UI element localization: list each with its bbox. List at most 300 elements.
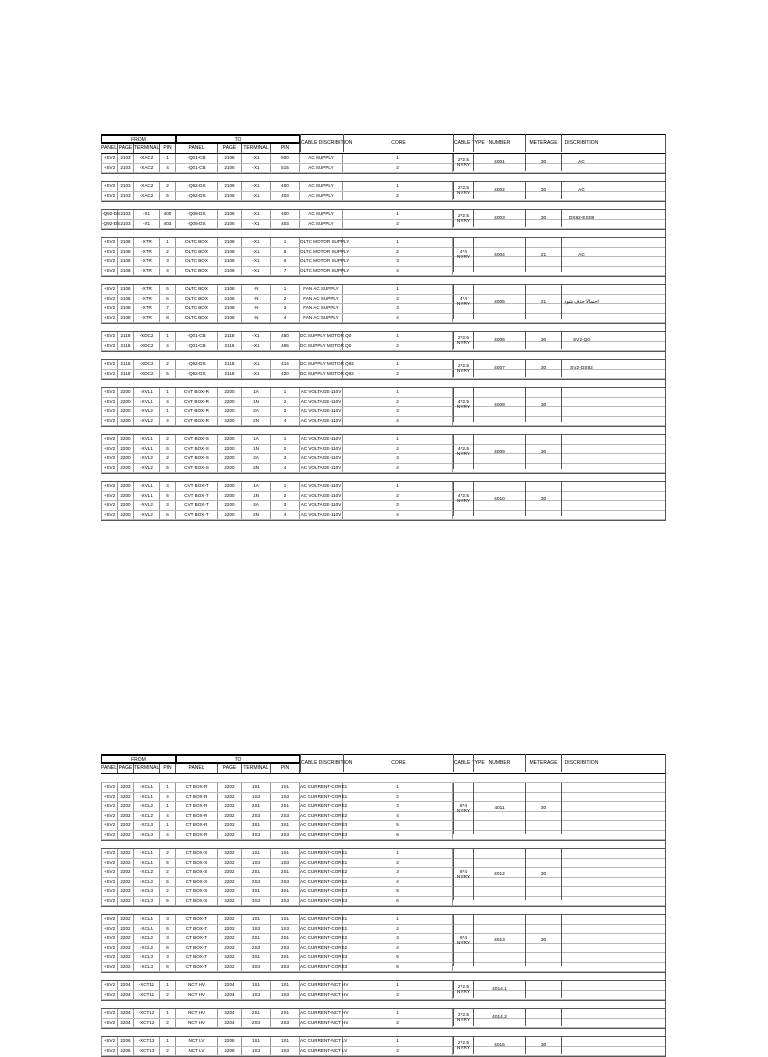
- cell-from-pin: 5: [160, 370, 176, 379]
- cell-from-pin: 1: [160, 802, 176, 811]
- cell-to-page: 2204: [218, 981, 242, 990]
- cell-core: 2: [343, 1019, 453, 1028]
- cell-cable-description: AC CURRENT-CORE1: [300, 783, 343, 792]
- cell-from-terminal: -XCT12: [134, 1019, 160, 1028]
- cell-core: 4: [343, 511, 453, 520]
- cell-from-terminal: -XCL3: [134, 897, 160, 906]
- cell-cable-description: OLTC MOTOR SUPPLY: [300, 238, 343, 247]
- cell-to-terminal: -X1: [242, 164, 271, 173]
- cell-from-page: 2103: [118, 154, 134, 163]
- cell-core: 2: [343, 859, 453, 868]
- cell-to-pin: 3: [271, 304, 300, 313]
- cell-from-panel: +SV2: [101, 793, 118, 802]
- header-col-terminal: TERMINAL: [134, 145, 160, 151]
- cell-to-terminal: 1S1: [242, 783, 271, 792]
- cell-from-panel: +SV2: [101, 304, 118, 313]
- cell-to-page: 2200: [218, 454, 242, 463]
- cell-core: 1: [343, 360, 453, 369]
- cell-to-panel: OLTC BOX: [176, 314, 218, 323]
- cell-from-pin: 6: [160, 925, 176, 934]
- header-col-terminal: TERMINAL: [242, 144, 271, 153]
- cell-from-page: 2202: [118, 783, 134, 792]
- cell-to-panel: OLTC BOX: [176, 295, 218, 304]
- cell-from-panel: +SV2: [101, 295, 118, 304]
- cell-from-page: 2118: [118, 360, 134, 369]
- cell-from-panel: +SV2: [101, 285, 118, 294]
- cell-to-terminal: 3S3: [242, 963, 271, 972]
- cell-from-panel: +SV2: [101, 360, 118, 369]
- group-description: [561, 783, 601, 834]
- cell-to-page: 2106: [218, 164, 242, 173]
- cell-from-terminal: -XCL2: [134, 812, 160, 821]
- cell-core: 3: [343, 454, 453, 463]
- cell-from-panel: +SV2: [101, 1037, 118, 1046]
- group-separator: [101, 202, 665, 210]
- cell-to-page: 2202: [218, 897, 242, 906]
- cell-cable-description: AC CURRENT-CORE3: [300, 953, 343, 962]
- cell-from-page: 2202: [118, 934, 134, 943]
- cell-cable-description: AC CURRENT-CORE2: [300, 934, 343, 943]
- group-meterage: 30: [525, 915, 561, 966]
- group-meterage: 21: [525, 285, 561, 319]
- cell-from-pin: 4: [160, 267, 176, 276]
- cell-to-pin: 5: [271, 248, 300, 257]
- cell-core: 5: [343, 821, 453, 830]
- cell-to-terminal: 1S1: [242, 981, 271, 990]
- cell-to-panel: CT BOX-S: [176, 897, 218, 906]
- header-description: DISCRIBITION: [561, 134, 601, 152]
- cell-to-terminal: -X1: [242, 238, 271, 247]
- cell-to-terminal: 2N: [242, 464, 271, 473]
- cell-from-pin: 6: [160, 963, 176, 972]
- cell-from-terminal: -XVL1: [134, 435, 160, 444]
- group-cable-type: 4*2.5 NYRY: [453, 435, 473, 469]
- group-meterage: 30: [525, 482, 561, 516]
- cell-to-panel: CVT BOX-R: [176, 398, 218, 407]
- cell-from-pin: 3: [160, 915, 176, 924]
- cell-cable-description: AC VOLTAGE-110V: [300, 435, 343, 444]
- cell-to-panel: CT BOX-T: [176, 944, 218, 953]
- cell-to-panel: CVT BOX-T: [176, 482, 218, 491]
- cell-from-page: 2202: [118, 831, 134, 840]
- header-col-panel: PANEL: [101, 765, 118, 771]
- group-number: 4004: [473, 238, 525, 272]
- cable-group: [101, 435, 665, 474]
- cell-from-panel: +SV2: [101, 417, 118, 426]
- cell-from-page: 2202: [118, 925, 134, 934]
- cell-from-panel: +SV2: [101, 934, 118, 943]
- cell-to-panel: CT BOX-S: [176, 849, 218, 858]
- cell-from-terminal: -XTR: [134, 248, 160, 257]
- cell-core: 4: [343, 944, 453, 953]
- cell-from-page: 2103: [118, 210, 134, 219]
- group-separator: [101, 174, 665, 182]
- cell-from-terminal: -XCT13: [134, 1047, 160, 1056]
- group-number: 4009: [473, 435, 525, 469]
- cell-from-terminal: -XCT12: [134, 1009, 160, 1018]
- cell-to-page: 2200: [218, 407, 242, 416]
- cell-to-terminal: -X1: [242, 342, 271, 351]
- header-meterage: METERAGE: [525, 134, 561, 152]
- cell-from-pin: 2: [160, 849, 176, 858]
- cell-to-pin: 2S1: [271, 802, 300, 811]
- cell-to-panel: CT BOX-R: [176, 812, 218, 821]
- cell-from-panel: +SV2: [101, 342, 118, 351]
- cell-to-page: 2200: [218, 388, 242, 397]
- cell-to-page: 2202: [218, 821, 242, 830]
- header-to: TO: [176, 135, 300, 144]
- cell-to-terminal: 1S3: [242, 925, 271, 934]
- cell-to-page: 2204: [218, 1009, 242, 1018]
- cell-from-page: 2108: [118, 267, 134, 276]
- header-col-pin: PIN: [271, 764, 300, 773]
- cell-to-pin: 3S3: [271, 963, 300, 972]
- cell-to-panel: CT BOX-T: [176, 953, 218, 962]
- cell-cable-description: AC VOLTAGE-110V: [300, 454, 343, 463]
- cell-from-terminal: -XCL3: [134, 963, 160, 972]
- group-cable-type: 4*2.5 NYRY: [453, 388, 473, 422]
- cell-from-panel: +SV2: [101, 897, 118, 906]
- group-meterage: [525, 981, 561, 998]
- cell-to-terminal: -N: [242, 314, 271, 323]
- cell-to-pin: 1S1: [271, 1037, 300, 1046]
- cell-from-panel: +SV2: [101, 511, 118, 520]
- cell-core: 3: [343, 257, 453, 266]
- cell-cable-description: AC CURRENT-CORE1: [300, 859, 343, 868]
- cell-from-panel: +SV2: [101, 925, 118, 934]
- cell-to-terminal: 1N: [242, 445, 271, 454]
- cell-cable-description: FAN AC SUPPLY: [300, 285, 343, 294]
- cell-cable-description: AC CURRENT-CORE2: [300, 878, 343, 887]
- cell-to-panel: CT BOX-R: [176, 831, 218, 840]
- cell-to-terminal: -X1: [242, 248, 271, 257]
- header-col-page: PAGE: [118, 765, 133, 771]
- group-number: 4007: [473, 360, 525, 377]
- cell-to-terminal: 3S3: [242, 831, 271, 840]
- group-cable-type: 2*2.5 NYRY: [453, 1037, 473, 1054]
- cell-to-terminal: 2S1: [242, 934, 271, 943]
- cell-from-panel: +SV2: [101, 164, 118, 173]
- cell-to-page: 2106: [218, 210, 242, 219]
- cell-from-pin: 2: [160, 248, 176, 257]
- cell-from-pin: 4: [160, 812, 176, 821]
- cell-from-terminal: -XCL1: [134, 849, 160, 858]
- cell-to-pin: 4: [271, 464, 300, 473]
- group-meterage: 30: [525, 783, 561, 834]
- cell-to-terminal: 3S1: [242, 887, 271, 896]
- cell-cable-description: AC VOLTAGE-110V: [300, 492, 343, 501]
- group-separator: [101, 230, 665, 238]
- cell-from-page: 2202: [118, 878, 134, 887]
- cell-cable-description: AC CURRENT-NCT LV: [300, 1037, 343, 1046]
- header-core: CORE: [343, 134, 453, 152]
- cell-from-panel: +SV2: [101, 868, 118, 877]
- cell-to-page: 2118: [218, 360, 242, 369]
- cell-core: 2: [343, 925, 453, 934]
- cell-to-page: 2206: [218, 1037, 242, 1046]
- cell-core: 2: [343, 295, 453, 304]
- cell-core: 1: [343, 482, 453, 491]
- header-cable-description: CABLE DISCRIBITION: [300, 754, 343, 772]
- cell-to-page: 2118: [218, 370, 242, 379]
- cell-from-page: 2202: [118, 859, 134, 868]
- group-number: 4002: [473, 182, 525, 199]
- cell-to-panel: OLTC BOX: [176, 285, 218, 294]
- cell-to-terminal: 2S3: [242, 1019, 271, 1028]
- cell-to-panel: CT BOX-R: [176, 793, 218, 802]
- cell-to-terminal: -X1: [242, 210, 271, 219]
- group-cable-type: 6*4 NYRY: [453, 915, 473, 966]
- cable-group: [101, 981, 665, 1001]
- cell-cable-description: AC VOLTAGE-110V: [300, 398, 343, 407]
- cell-to-page: 2202: [218, 944, 242, 953]
- cell-from-panel: +SV2: [101, 388, 118, 397]
- cell-from-terminal: -XVL2: [134, 407, 160, 416]
- group-cable-type: 4*4 NYRY: [453, 238, 473, 272]
- cell-core: 1: [343, 210, 453, 219]
- cell-core: 1: [343, 783, 453, 792]
- cell-cable-description: OLTC MOTOR SUPPLY: [300, 248, 343, 257]
- cell-to-panel: CT BOX-T: [176, 915, 218, 924]
- cell-core: 1: [343, 238, 453, 247]
- cell-core: 2: [343, 342, 453, 351]
- cell-to-terminal: 2S1: [242, 1009, 271, 1018]
- cell-from-page: 2118: [118, 342, 134, 351]
- cell-to-panel: -Q08-DS: [176, 220, 218, 229]
- cell-core: 1: [343, 285, 453, 294]
- cell-from-pin: 2: [160, 435, 176, 444]
- cable-group: [101, 285, 665, 324]
- cable-group: [101, 238, 665, 277]
- cell-from-page: 2204: [118, 991, 134, 1000]
- group-description: [561, 435, 601, 469]
- cell-to-pin: 1S3: [271, 793, 300, 802]
- cell-from-page: 2206: [118, 1047, 134, 1056]
- cell-from-panel: +SV2: [101, 953, 118, 962]
- cable-group: [101, 482, 665, 521]
- cell-from-pin: 4: [160, 342, 176, 351]
- cable-group: [101, 360, 665, 380]
- cell-core: 4: [343, 417, 453, 426]
- cell-to-panel: CVT BOX-R: [176, 417, 218, 426]
- cell-to-pin: 4: [271, 511, 300, 520]
- group-separator: [101, 277, 665, 285]
- cell-to-pin: 2S3: [271, 812, 300, 821]
- cell-from-page: 2108: [118, 314, 134, 323]
- cell-cable-description: AC CURRENT-CORE1: [300, 849, 343, 858]
- cell-from-terminal: -XTR: [134, 304, 160, 313]
- header-col-panel: PANEL: [176, 764, 218, 773]
- cell-cable-description: AC CURRENT-CORE1: [300, 925, 343, 934]
- cell-to-pin: 420: [271, 370, 300, 379]
- cell-core: 3: [343, 868, 453, 877]
- cell-cable-description: AC CURRENT-CORE3: [300, 887, 343, 896]
- cell-core: 3: [343, 934, 453, 943]
- cell-to-terminal: 1N: [242, 398, 271, 407]
- cell-core: 1: [343, 435, 453, 444]
- group-meterage: 30: [525, 210, 561, 227]
- cell-from-page: 2200: [118, 511, 134, 520]
- cell-from-pin: 3: [160, 482, 176, 491]
- cable-group: [101, 849, 665, 907]
- cell-from-terminal: -XTR: [134, 285, 160, 294]
- cell-to-pin: 2: [271, 445, 300, 454]
- cell-from-pin: 2: [160, 991, 176, 1000]
- header-col-page: PAGE: [218, 144, 242, 153]
- cell-to-page: 2202: [218, 859, 242, 868]
- cell-to-page: 2202: [218, 953, 242, 962]
- group-separator: [101, 380, 665, 388]
- cell-cable-description: AC VOLTAGE-110V: [300, 482, 343, 491]
- cell-core: 5: [343, 953, 453, 962]
- cell-from-page: 2200: [118, 445, 134, 454]
- cell-to-terminal: 1S3: [242, 859, 271, 868]
- cell-from-terminal: -XCT13: [134, 1037, 160, 1046]
- cell-to-page: 2108: [218, 257, 242, 266]
- cell-to-page: 2200: [218, 464, 242, 473]
- cell-from-terminal: -XDC2: [134, 360, 160, 369]
- group-description: [561, 1009, 601, 1026]
- cell-from-terminal: -XTR: [134, 267, 160, 276]
- cell-to-terminal: 3S1: [242, 953, 271, 962]
- cell-core: 2: [343, 398, 453, 407]
- cell-from-terminal: -X1: [134, 220, 160, 229]
- cell-to-pin: 3: [271, 454, 300, 463]
- cell-from-terminal: -XTR: [134, 238, 160, 247]
- cell-to-panel: NCT LV: [176, 1037, 218, 1046]
- cell-from-pin: 5: [160, 897, 176, 906]
- cell-to-panel: CVT BOX-S: [176, 445, 218, 454]
- cell-to-page: 2202: [218, 934, 242, 943]
- cell-to-panel: -Q01-CB: [176, 164, 218, 173]
- cell-to-pin: 2: [271, 492, 300, 501]
- cell-cable-description: AC CURRENT-CORE3: [300, 831, 343, 840]
- cell-from-page: 2202: [118, 944, 134, 953]
- cell-cable-description: AC CURRENT-CORE3: [300, 821, 343, 830]
- cell-to-terminal: -X1: [242, 370, 271, 379]
- cell-to-terminal: -X1: [242, 257, 271, 266]
- group-description: AC: [561, 238, 601, 272]
- cell-from-pin: 400: [160, 210, 176, 219]
- cell-core: 2: [343, 1047, 453, 1056]
- cell-from-page: 2202: [118, 802, 134, 811]
- group-description: احتمالا حذف شود: [561, 285, 601, 319]
- cell-from-terminal: -XVL2: [134, 464, 160, 473]
- cell-from-page: 2204: [118, 981, 134, 990]
- cell-to-page: 2202: [218, 812, 242, 821]
- cell-from-pin: 5: [160, 192, 176, 201]
- group-cable-type: 4*2.5 NYRY: [453, 482, 473, 516]
- cell-from-page: 2202: [118, 812, 134, 821]
- cell-from-pin: 4: [160, 417, 176, 426]
- cell-to-terminal: 1N: [242, 492, 271, 501]
- cell-from-pin: 1: [160, 783, 176, 792]
- cell-from-terminal: -XVL1: [134, 445, 160, 454]
- cell-to-panel: CT BOX-T: [176, 925, 218, 934]
- cell-to-pin: 450: [271, 332, 300, 341]
- cell-from-page: 2200: [118, 398, 134, 407]
- cell-cable-description: DC SUPPLY MOTOR Q0: [300, 342, 343, 351]
- cell-to-terminal: -X1: [242, 267, 271, 276]
- cell-from-terminal: -XCL1: [134, 915, 160, 924]
- cell-to-panel: CT BOX-S: [176, 859, 218, 868]
- cell-from-terminal: -XAC2: [134, 192, 160, 201]
- cell-cable-description: DC SUPPLY MOTOR Q92: [300, 370, 343, 379]
- group-description: [561, 849, 601, 900]
- cell-to-page: 2204: [218, 1019, 242, 1028]
- cell-core: 3: [343, 407, 453, 416]
- group-meterage: 30: [525, 332, 561, 349]
- cell-to-pin: 3: [271, 501, 300, 510]
- group-cable-type: 2*2.5 NYRY: [453, 1009, 473, 1026]
- cell-core: 6: [343, 897, 453, 906]
- cell-from-terminal: -XVL1: [134, 492, 160, 501]
- cell-to-pin: 403: [271, 220, 300, 229]
- group-separator: [101, 1029, 665, 1037]
- cell-to-terminal: 1A: [242, 388, 271, 397]
- cell-to-panel: OLTC BOX: [176, 238, 218, 247]
- cell-from-terminal: -XCL2: [134, 944, 160, 953]
- cell-to-panel: CVT BOX-T: [176, 511, 218, 520]
- cell-to-pin: 1S3: [271, 859, 300, 868]
- cell-from-pin: 1: [160, 238, 176, 247]
- cell-to-panel: OLTC BOX: [176, 257, 218, 266]
- cell-from-terminal: -XCL2: [134, 878, 160, 887]
- cell-from-pin: 6: [160, 295, 176, 304]
- cell-from-panel: +SV2: [101, 464, 118, 473]
- cell-from-page: 2103: [118, 192, 134, 201]
- cell-cable-description: DC SUPPLY MOTOR Q0: [300, 332, 343, 341]
- cell-from-terminal: -XCL2: [134, 868, 160, 877]
- cell-from-pin: 4: [160, 164, 176, 173]
- cell-to-panel: CVT BOX-R: [176, 407, 218, 416]
- cell-to-pin: 400: [271, 210, 300, 219]
- group-description: [561, 1037, 601, 1054]
- cell-cable-description: OLTC MOTOR SUPPLY: [300, 257, 343, 266]
- cell-from-panel: -Q92-DS: [101, 210, 118, 219]
- cell-from-page: 2103: [118, 220, 134, 229]
- cell-from-page: 2200: [118, 407, 134, 416]
- header-description: DISCRIBITION: [561, 754, 601, 772]
- cell-from-pin: 2: [160, 182, 176, 191]
- cell-from-pin: 1: [160, 154, 176, 163]
- group-number: 4013: [473, 915, 525, 966]
- cell-from-panel: +SV2: [101, 963, 118, 972]
- cell-to-pin: 1: [271, 435, 300, 444]
- cell-cable-description: AC CURRENT-NCT LV: [300, 1047, 343, 1056]
- cell-from-terminal: -XCL1: [134, 793, 160, 802]
- cell-from-terminal: -XCL2: [134, 934, 160, 943]
- group-meterage: 30: [525, 1037, 561, 1054]
- cell-to-pin: 6: [271, 257, 300, 266]
- cell-to-pin: 3: [271, 407, 300, 416]
- cell-from-pin: 1: [160, 981, 176, 990]
- group-number: 4001: [473, 154, 525, 171]
- group-separator: [101, 427, 665, 435]
- cell-from-pin: 3: [160, 953, 176, 962]
- cell-from-page: 2200: [118, 454, 134, 463]
- cell-to-page: 2202: [218, 831, 242, 840]
- cell-to-pin: 3S1: [271, 821, 300, 830]
- cell-core: 2: [343, 164, 453, 173]
- cell-from-pin: 5: [160, 859, 176, 868]
- group-number: 4008: [473, 388, 525, 422]
- cell-to-pin: 3S3: [271, 897, 300, 906]
- cell-to-pin: 2: [271, 398, 300, 407]
- cell-to-pin: 1S1: [271, 849, 300, 858]
- cell-from-page: 2118: [118, 370, 134, 379]
- cell-to-terminal: -X1: [242, 154, 271, 163]
